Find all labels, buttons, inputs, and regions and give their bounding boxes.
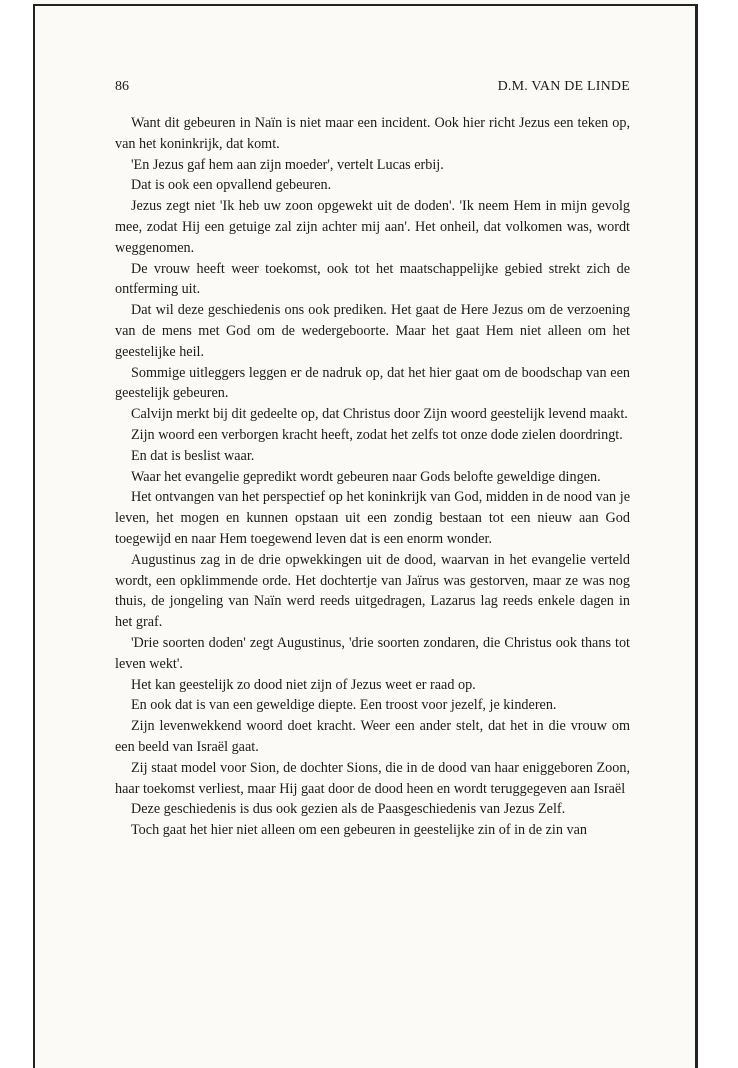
paragraph: Dat wil deze geschiedenis ons ook prediken. Het gaat de Here Jezus om de verzoening van de mens met God om de wedergeboorte. Maar het gaat Hem niet alleen om het geestelijke heil. <box>115 302 630 360</box>
paragraph: En ook dat is van een geweldige diepte. Een troost voor jezelf, je kinderen. <box>131 697 557 714</box>
paragraph: 'Drie soorten doden' zegt Augustinus, 'drie soorten zondaren, die Christus ook thans tot leven wekt'. <box>115 634 630 672</box>
paragraph: Toch gaat het hier niet alleen om een gebeuren in geestelijke zin of in de zin van <box>131 822 587 839</box>
paragraph: De vrouw heeft weer toekomst, ook tot het maatschappelijke gebied strekt zich de ontferming uit. <box>115 260 630 298</box>
page-right-edge <box>695 4 698 1068</box>
paragraph: 'En Jezus gaf hem aan zijn moeder', vertelt Lucas erbij. <box>131 156 444 173</box>
running-head <box>115 77 630 97</box>
paragraph: Sommige uitleggers leggen er de nadruk op, dat het hier gaat om de boodschap van een geestelijk gebeuren. <box>115 364 630 402</box>
paragraph: Het kan geestelijk zo dood niet zijn of Jezus weet er raad op. <box>131 676 476 693</box>
page-left-edge <box>33 4 35 1068</box>
body-text <box>115 113 630 841</box>
paragraph: En dat is beslist waar. <box>131 447 255 464</box>
paragraph: Het ontvangen van het perspectief op het koninkrijk van God, midden in de nood van je leven, het mogen en kunnen opstaan uit een zondig bestaan tot een nieuw aan God toegewijd en naar Hem toegewend leven dat is een enorm wonder. <box>115 489 630 547</box>
page-number: 86 <box>115 79 129 94</box>
paragraph: Want dit gebeuren in Naïn is niet maar een incident. Ook hier richt Jezus een teken op, van het koninkrijk, dat komt. <box>115 115 630 152</box>
page-top-edge <box>33 4 697 6</box>
paragraph: Jezus zegt niet 'Ik heb uw zoon opgewekt uit de doden'. 'Ik neem Hem in mijn gevolg mee, zodat Hij een getuige zal zijn achter mij aan'. Het onheil, dat volkomen was, wordt weggenomen. <box>115 198 630 256</box>
paragraph: Augustinus zag in de drie opwekkingen uit de dood, waarvan in het evangelie verteld wordt, een opklimmende orde. Het dochtertje van Jaïrus was gestorven, maar ze was nog thuis, de jongeling van Naïn werd reeds uitgedragen, Lazarus lag reeds enkele dagen in het graf. <box>115 551 630 631</box>
paragraph: Zijn levenwekkend woord doet kracht. Weer een ander stelt, dat het in die vrouw om een beeld van Israël gaat. <box>115 718 630 755</box>
running-head-author: D.M. VAN DE LINDE <box>497 79 630 94</box>
paragraph: Zijn woord een verborgen kracht heeft, zodat het zelfs tot onze dode zielen doordringt. <box>131 426 623 443</box>
paragraph: Waar het evangelie gepredikt wordt gebeuren naar Gods belofte geweldige dingen. <box>131 468 601 485</box>
paragraph: Calvijn merkt bij dit gedeelte op, dat Christus door Zijn woord geestelijk levend maakt. <box>131 406 628 423</box>
paragraph: Dat is ook een opvallend gebeuren. <box>131 177 332 194</box>
paragraph: Deze geschiedenis is dus ook gezien als de Paasgeschiedenis van Jezus Zelf. <box>131 801 566 818</box>
paragraph: Zij staat model voor Sion, de dochter Sions, die in de dood van haar eniggeboren Zoon, haar toekomst verliest, maar Hij gaat door de dood heen en wordt teruggegeven aan Israël <box>115 759 630 797</box>
